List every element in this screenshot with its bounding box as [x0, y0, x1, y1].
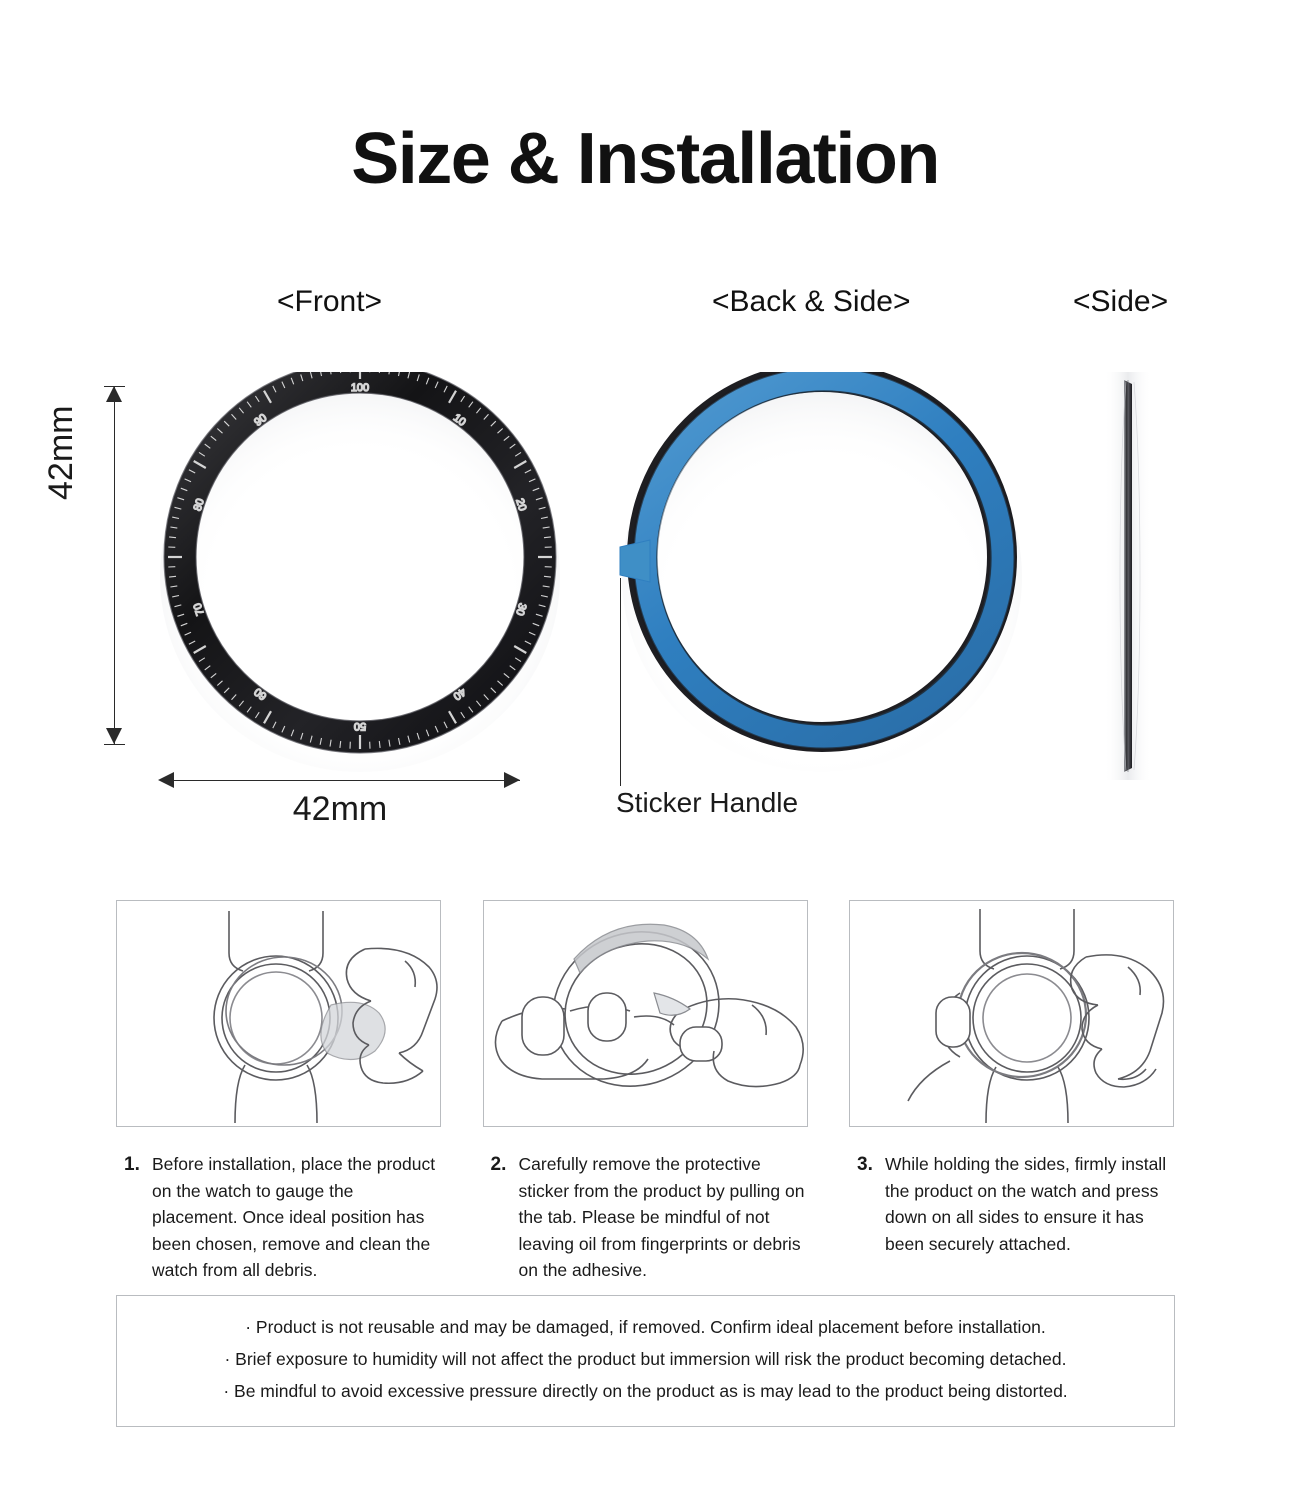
height-arrow-up	[106, 386, 122, 402]
front-view-bezel-illustration	[150, 372, 570, 772]
sticker-handle-callout-line	[620, 578, 621, 786]
step-1-text: Before installation, place the product on the watch to gauge the placement. Once ideal position has been chosen, remove and clean the watch from all debris.	[152, 1154, 436, 1281]
note-line-3: · Be mindful to avoid excessive pressure directly on the product as is may lead to the product being distorted.	[223, 1380, 1068, 1401]
note-line-1: · Product is not reusable and may be damaged, if removed. Confirm ideal placement before installation.	[245, 1317, 1046, 1337]
height-dimension-label: 42mm	[42, 405, 80, 500]
side-view-bezel-illustration	[1058, 366, 1198, 786]
step-2-text: Carefully remove the protective sticker from the product by pulling on the tab. Please be mindful of not leaving oil from fingerprints or debris on the adhesive.	[518, 1154, 805, 1281]
svg-text:90: 90	[252, 411, 270, 429]
width-arrow-left	[158, 772, 174, 788]
svg-text:10: 10	[450, 411, 468, 429]
svg-text:20: 20	[513, 497, 529, 513]
svg-text:70: 70	[191, 601, 207, 617]
svg-text:50: 50	[353, 720, 367, 732]
step-3-number: 3.	[857, 1154, 873, 1175]
step-1-number: 1.	[124, 1154, 140, 1175]
note-line-2: · Brief exposure to humidity will not affect the product but immersion will risk the product becoming detached.	[224, 1348, 1067, 1369]
installation-steps	[116, 900, 1176, 1284]
svg-text:40: 40	[450, 685, 468, 703]
installation-step-1	[116, 900, 443, 1284]
step-3-figure	[849, 900, 1174, 1127]
view-label-side: <Side>	[1073, 285, 1169, 318]
view-label-front: <Front>	[277, 285, 383, 318]
installation-step-2	[483, 900, 810, 1284]
width-dimension-label: 42mm	[292, 790, 388, 828]
sticker-handle-label: Sticker Handle	[616, 787, 799, 818]
svg-text:80: 80	[191, 497, 207, 513]
step-2-figure	[483, 900, 808, 1127]
view-label-back-side: <Back & Side>	[712, 285, 911, 318]
height-arrow-down	[106, 728, 122, 744]
step-2-number: 2.	[490, 1154, 507, 1175]
product-notes	[116, 1295, 1175, 1427]
svg-text:100: 100	[350, 382, 370, 394]
back-view-bezel-illustration	[612, 372, 1032, 772]
width-arrow-right	[504, 772, 520, 788]
page-title: Size & Installation	[351, 119, 939, 199]
svg-text:30: 30	[513, 601, 529, 617]
installation-step-3	[849, 900, 1176, 1284]
step-3-text: While holding the sides, firmly install the product on the watch and press down on all sides to ensure it has been securely attached.	[885, 1154, 1167, 1254]
width-dimension-line	[160, 780, 520, 781]
height-dimension-line	[114, 386, 115, 744]
svg-text:60: 60	[252, 685, 270, 703]
step-1-figure	[116, 900, 441, 1127]
height-dimension-cap-bottom	[104, 744, 125, 745]
